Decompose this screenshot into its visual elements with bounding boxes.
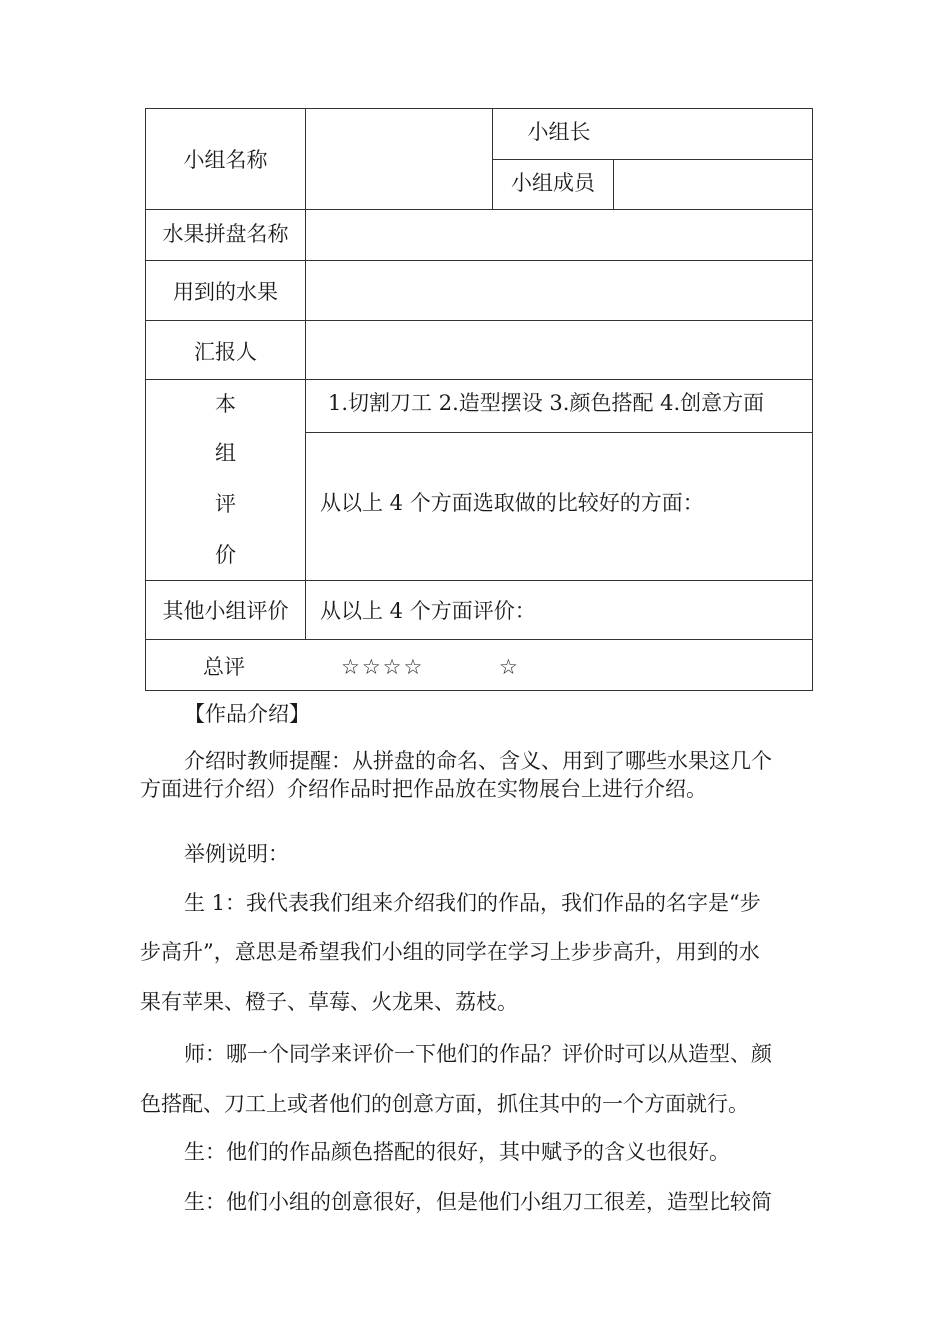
- fruits-used-label: 用到的水果: [173, 280, 278, 304]
- reporter-label: 汇报人: [194, 340, 257, 364]
- table-border-right: [812, 108, 813, 691]
- student-3-line: 生：他们小组的创意很好，但是他们小组刀工很差，造型比较简: [184, 1190, 772, 1214]
- table-border-top: [145, 108, 813, 109]
- self-eval-label-char-2: 组: [215, 441, 236, 465]
- teacher-tip-line-2: 方面进行介绍）介绍作品时把作品放在实物展台上进行介绍。: [140, 777, 707, 801]
- table-divider-row6: [145, 639, 813, 640]
- student-1-line-1: 生 1：我代表我们组来介绍我们的作品，我们作品的名字是“步: [184, 891, 761, 915]
- other-eval-prompt: 从以上 4 个方面评价：: [320, 599, 536, 623]
- section-heading: 【作品介绍】: [184, 702, 310, 726]
- group-name-label: 小组名称: [183, 148, 268, 172]
- table-members-value-divider: [613, 159, 614, 210]
- self-eval-label-char-3: 评: [215, 492, 236, 516]
- group-members-label: 小组成员: [511, 171, 595, 195]
- group-leader-label: 小组长: [527, 120, 591, 144]
- teacher-line-2: 色搭配、刀工上或者他们的创意方面，抓住其中的一个方面就行。: [140, 1092, 749, 1116]
- self-eval-label-char-4: 价: [215, 543, 236, 567]
- student-1-line-3: 果有苹果、橙子、草莓、火龙果、荔枝。: [140, 990, 518, 1014]
- teacher-tip-line-1: 介绍时教师提醒：从拼盘的命名、含义、用到了哪些水果这几个: [184, 749, 772, 773]
- other-eval-label: 其他小组评价: [162, 599, 289, 623]
- student-1-line-2: 步高升”，意思是希望我们小组的同学在学习上步步高升，用到的水: [140, 940, 760, 964]
- table-divider-leader: [492, 159, 813, 160]
- star-rating-group-2: ☆: [499, 655, 520, 679]
- table-divider-row2: [145, 260, 813, 261]
- teacher-line-1: 师：哪一个同学来评价一下他们的作品？评价时可以从造型、颜: [184, 1042, 772, 1066]
- self-eval-prompt: 从以上 4 个方面选取做的比较好的方面：: [320, 491, 704, 515]
- star-rating-group-1: ☆☆☆☆: [341, 655, 425, 679]
- total-rating-label: 总评: [203, 655, 245, 679]
- self-eval-label-char-1: 本: [215, 392, 236, 416]
- table-divider-aspects: [305, 432, 813, 433]
- table-divider-row3: [145, 320, 813, 321]
- table-divider-row5: [145, 580, 813, 581]
- student-2-line: 生：他们的作品颜色搭配的很好，其中赋予的含义也很好。: [184, 1140, 730, 1164]
- example-heading: 举例说明：: [184, 842, 289, 866]
- platter-name-label: 水果拼盘名称: [162, 222, 289, 246]
- table-label-column-divider: [305, 108, 306, 640]
- table-divider-row1: [145, 209, 813, 210]
- evaluation-aspects-text: 1.切割刀工 2.造型摆设 3.颜色搭配 4.创意方面: [328, 391, 765, 415]
- table-divider-row4: [145, 379, 813, 380]
